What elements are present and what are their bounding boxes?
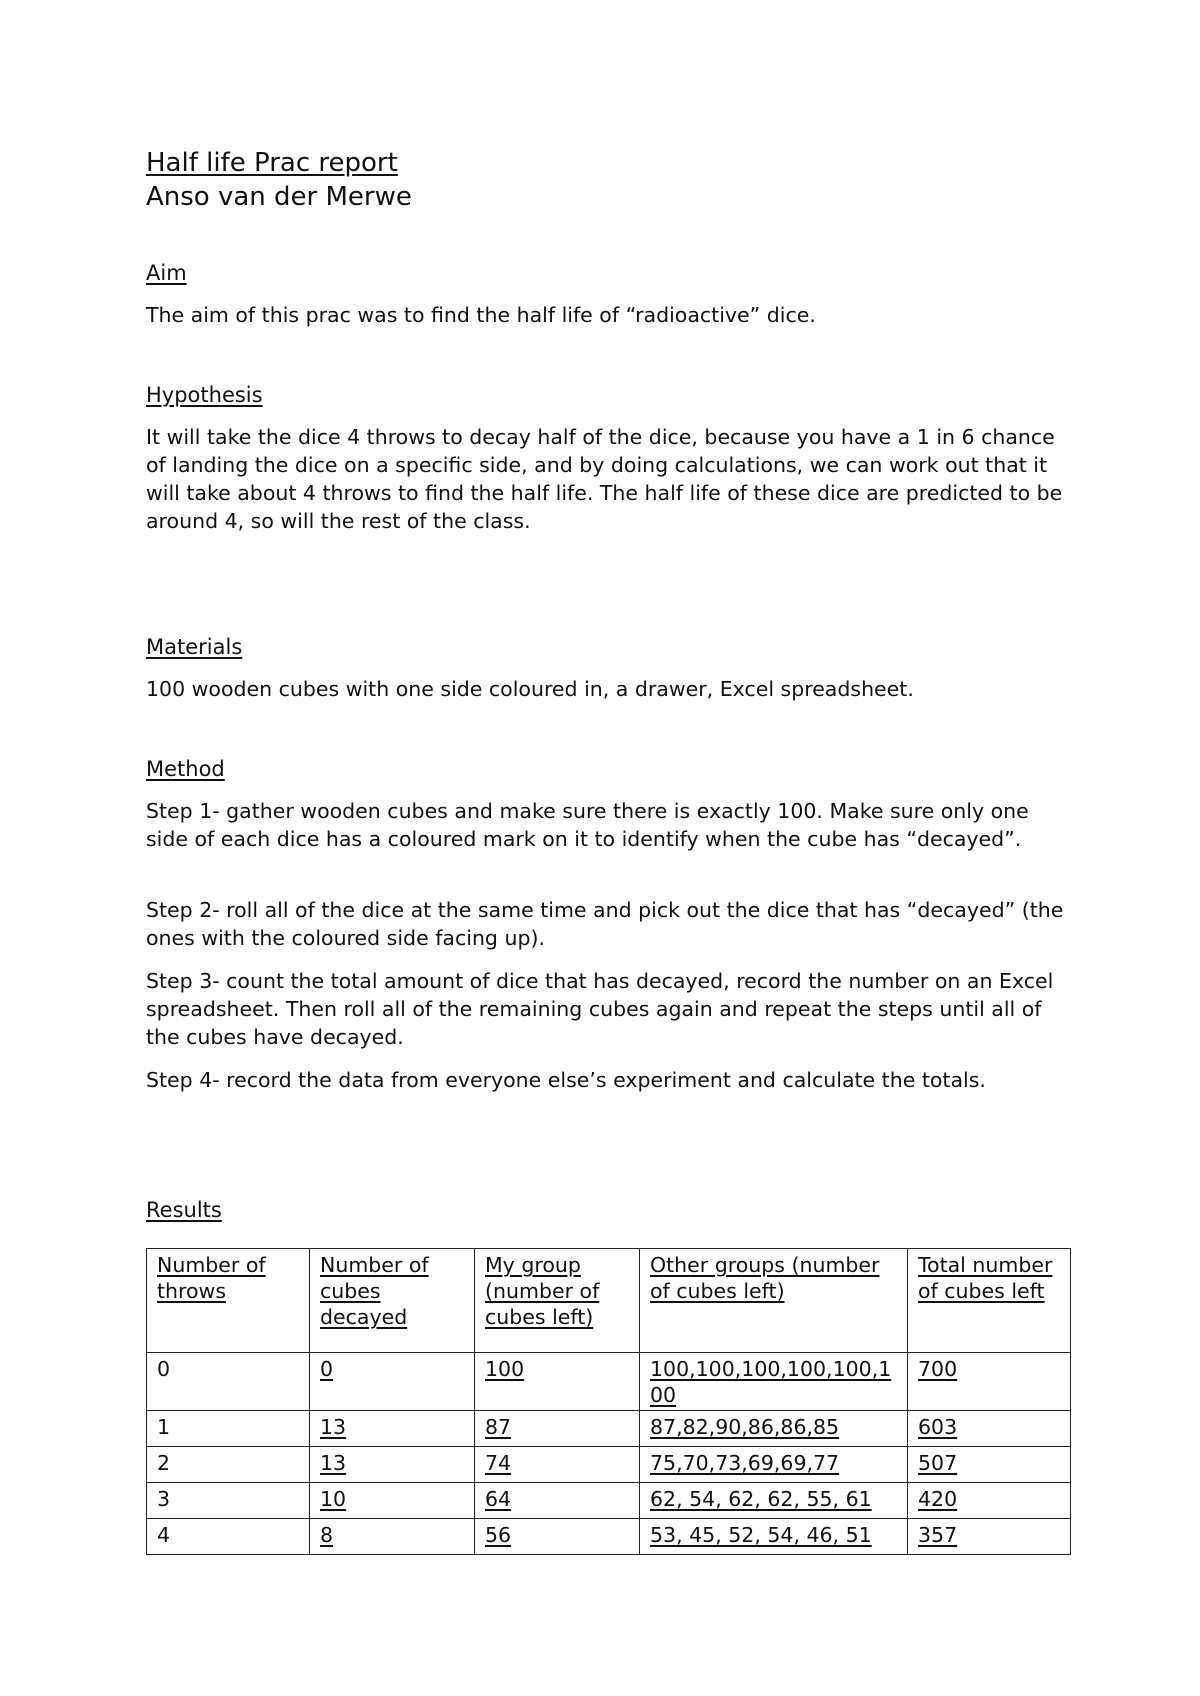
cell-my-group: 64 [475,1483,640,1519]
table-row [147,1411,1071,1447]
method-heading: Method [146,757,225,781]
table-row [147,1519,1071,1555]
results-table [146,1248,1071,1555]
method-step-4: Step 4- record the data from everyone else’s experiment and calculate the totals. [146,1068,986,1092]
method-step-2: Step 2- roll all of the dice at the same time and pick out the dice that has “decayed” (the ones with the coloured side facing up). [146,898,1064,950]
table-row [147,1353,1071,1411]
cell-total: 700 [908,1353,1071,1411]
cell-other-groups: 62, 54, 62, 62, 55, 61 [640,1483,908,1519]
col-header-number-of-throws: Number of throws [147,1249,310,1353]
cell-decayed: 0 [310,1353,475,1411]
aim-heading: Aim [146,261,187,285]
col-header-my-group: My group (number of cubes left) [475,1249,640,1353]
hypothesis-heading: Hypothesis [146,383,263,407]
cell-other-groups: 100,100,100,100,100,100 [640,1353,908,1411]
cell-my-group: 56 [475,1519,640,1555]
cell-decayed: 10 [310,1483,475,1519]
cell-decayed: 13 [310,1447,475,1483]
cell-decayed: 13 [310,1411,475,1447]
col-header-other-groups: Other groups (number of cubes left) [640,1249,908,1353]
report-title [146,146,412,214]
cell-total: 357 [908,1519,1071,1555]
cell-decayed: 8 [310,1519,475,1555]
cell-throws: 4 [147,1519,310,1555]
results-heading: Results [146,1198,222,1222]
cell-other-groups: 75,70,73,69,69,77 [640,1447,908,1483]
materials-heading: Materials [146,635,243,659]
cell-total: 603 [908,1411,1071,1447]
cell-my-group: 74 [475,1447,640,1483]
cell-my-group: 87 [475,1411,640,1447]
cell-throws: 3 [147,1483,310,1519]
cell-my-group: 100 [475,1353,640,1411]
table-row [147,1483,1071,1519]
cell-throws: 2 [147,1447,310,1483]
cell-total: 507 [908,1447,1071,1483]
cell-total: 420 [908,1483,1071,1519]
author-name: Anso van der Merwe [146,182,412,212]
cell-throws: 1 [147,1411,310,1447]
method-step-1: Step 1- gather wooden cubes and make sure there is exactly 100. Make sure only one side of each dice has a coloured mark on it to identify when the cube has “decayed”. [146,799,1029,851]
col-header-total-cubes-left: Total number of cubes left [908,1249,1071,1353]
table-row [147,1447,1071,1483]
cell-throws: 0 [147,1353,310,1411]
col-header-cubes-decayed: Number of cubes decayed [310,1249,475,1353]
cell-other-groups: 53, 45, 52, 54, 46, 51 [640,1519,908,1555]
materials-text: 100 wooden cubes with one side coloured in, a drawer, Excel spreadsheet. [146,677,914,701]
cell-other-groups: 87,82,90,86,86,85 [640,1411,908,1447]
method-step-3: Step 3- count the total amount of dice that has decayed, record the number on an Excel spreadsheet. Then roll all of the remaining cubes again and repeat the steps until all of the cubes have decayed. [146,969,1054,1049]
hypothesis-text: It will take the dice 4 throws to decay half of the dice, because you have a 1 in 6 chance of landing the dice on a specific side, and by doing calculations, we can work out that it will take about 4 throws to find the half life. The half life of these dice are predicted to be around 4, so will the rest of the class. [146,425,1063,533]
aim-text: The aim of this prac was to find the half life of “radioactive” dice. [146,303,816,327]
report-title-line: Half life Prac report [146,148,398,178]
table-header-row [147,1249,1071,1353]
